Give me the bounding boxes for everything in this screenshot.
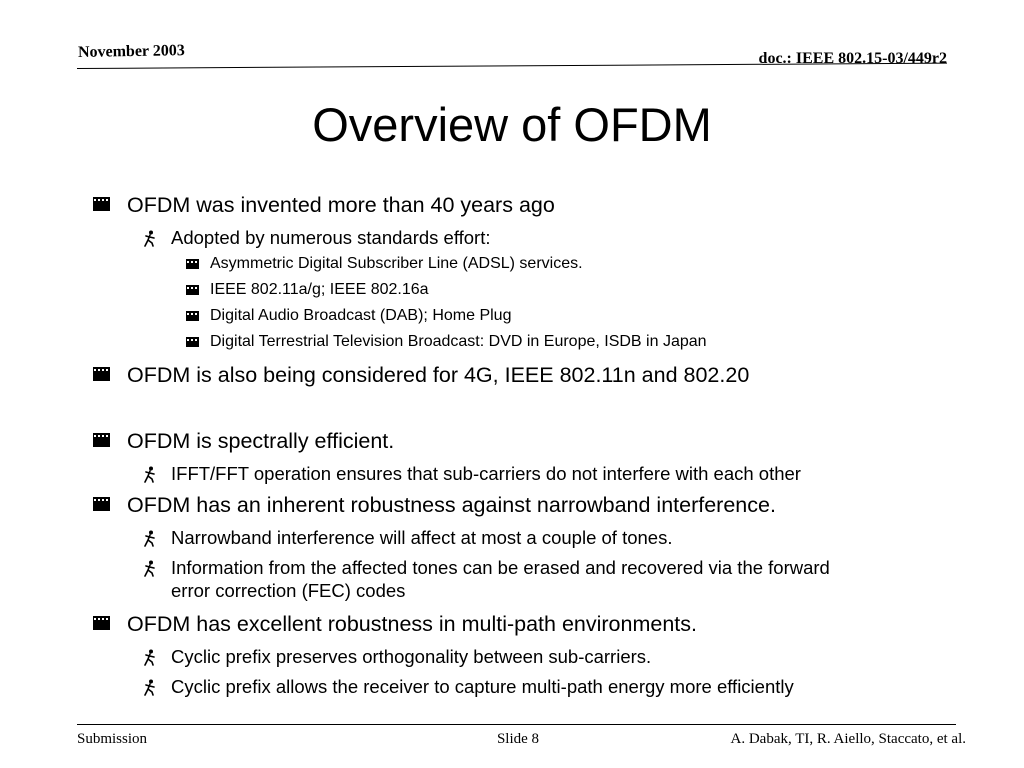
clapperboard-icon: [93, 497, 110, 511]
bullet-level2: Narrowband interference will affect at most a couple of tones.: [143, 526, 672, 549]
footer-submission: Submission: [77, 731, 148, 747]
bullet-level1: OFDM is also being considered for 4G, IEEE 802.11n and 802.20: [93, 362, 749, 388]
clapperboard-icon: [93, 616, 110, 630]
bullet-level2: Adopted by numerous standards effort:: [143, 226, 491, 249]
footer-slide-number: Slide 8: [496, 731, 540, 747]
bullet-level3: IEEE 802.11a/g; IEEE 802.16a: [186, 280, 429, 300]
clapperboard-icon: [186, 337, 199, 347]
footer-rule: [77, 724, 956, 725]
clapperboard-icon: [186, 259, 199, 269]
bullet-level3: Digital Terrestrial Television Broadcast: DVD in Europe, ISDB in Japan: [186, 332, 707, 352]
bullet-level1: OFDM has excellent robustness in multi-path environments.: [93, 611, 697, 637]
running-figure-icon: [143, 529, 157, 552]
clapperboard-icon: [93, 367, 110, 381]
bullet-level1: OFDM was invented more than 40 years ago: [93, 192, 555, 218]
bullet-level2: Cyclic prefix allows the receiver to capture multi-path energy more efficiently: [143, 675, 794, 698]
header-date: November 2003: [77, 42, 185, 61]
bullet-level1: OFDM has an inherent robustness against narrowband interference.: [93, 492, 776, 518]
running-figure-icon: [143, 678, 157, 701]
slide-title: Overview of OFDM: [312, 98, 712, 151]
clapperboard-icon: [93, 433, 110, 447]
bullet-level2: Cyclic prefix preserves orthogonality between sub-carriers.: [143, 645, 651, 668]
running-figure-icon: [143, 559, 157, 582]
running-figure-icon: [143, 648, 157, 671]
header-doc-id: doc.: IEEE 802.15-03/449r2: [758, 50, 947, 67]
running-figure-icon: [143, 465, 157, 488]
bullet-level2: Information from the affected tones can be erased and recovered via the forward error correction (FEC) codes: [143, 556, 830, 602]
bullet-level3: Digital Audio Broadcast (DAB); Home Plug: [186, 306, 511, 326]
clapperboard-icon: [186, 311, 199, 321]
footer-authors: A. Dabak, TI, R. Aiello, Staccato, et al.: [730, 731, 966, 747]
clapperboard-icon: [186, 285, 199, 295]
bullet-level2: IFFT/FFT operation ensures that sub-carriers do not interfere with each other: [143, 462, 801, 485]
bullet-level1: OFDM is spectrally efficient.: [93, 428, 394, 454]
running-figure-icon: [143, 229, 157, 252]
bullet-level3: Asymmetric Digital Subscriber Line (ADSL) services.: [186, 254, 583, 274]
clapperboard-icon: [93, 197, 110, 211]
